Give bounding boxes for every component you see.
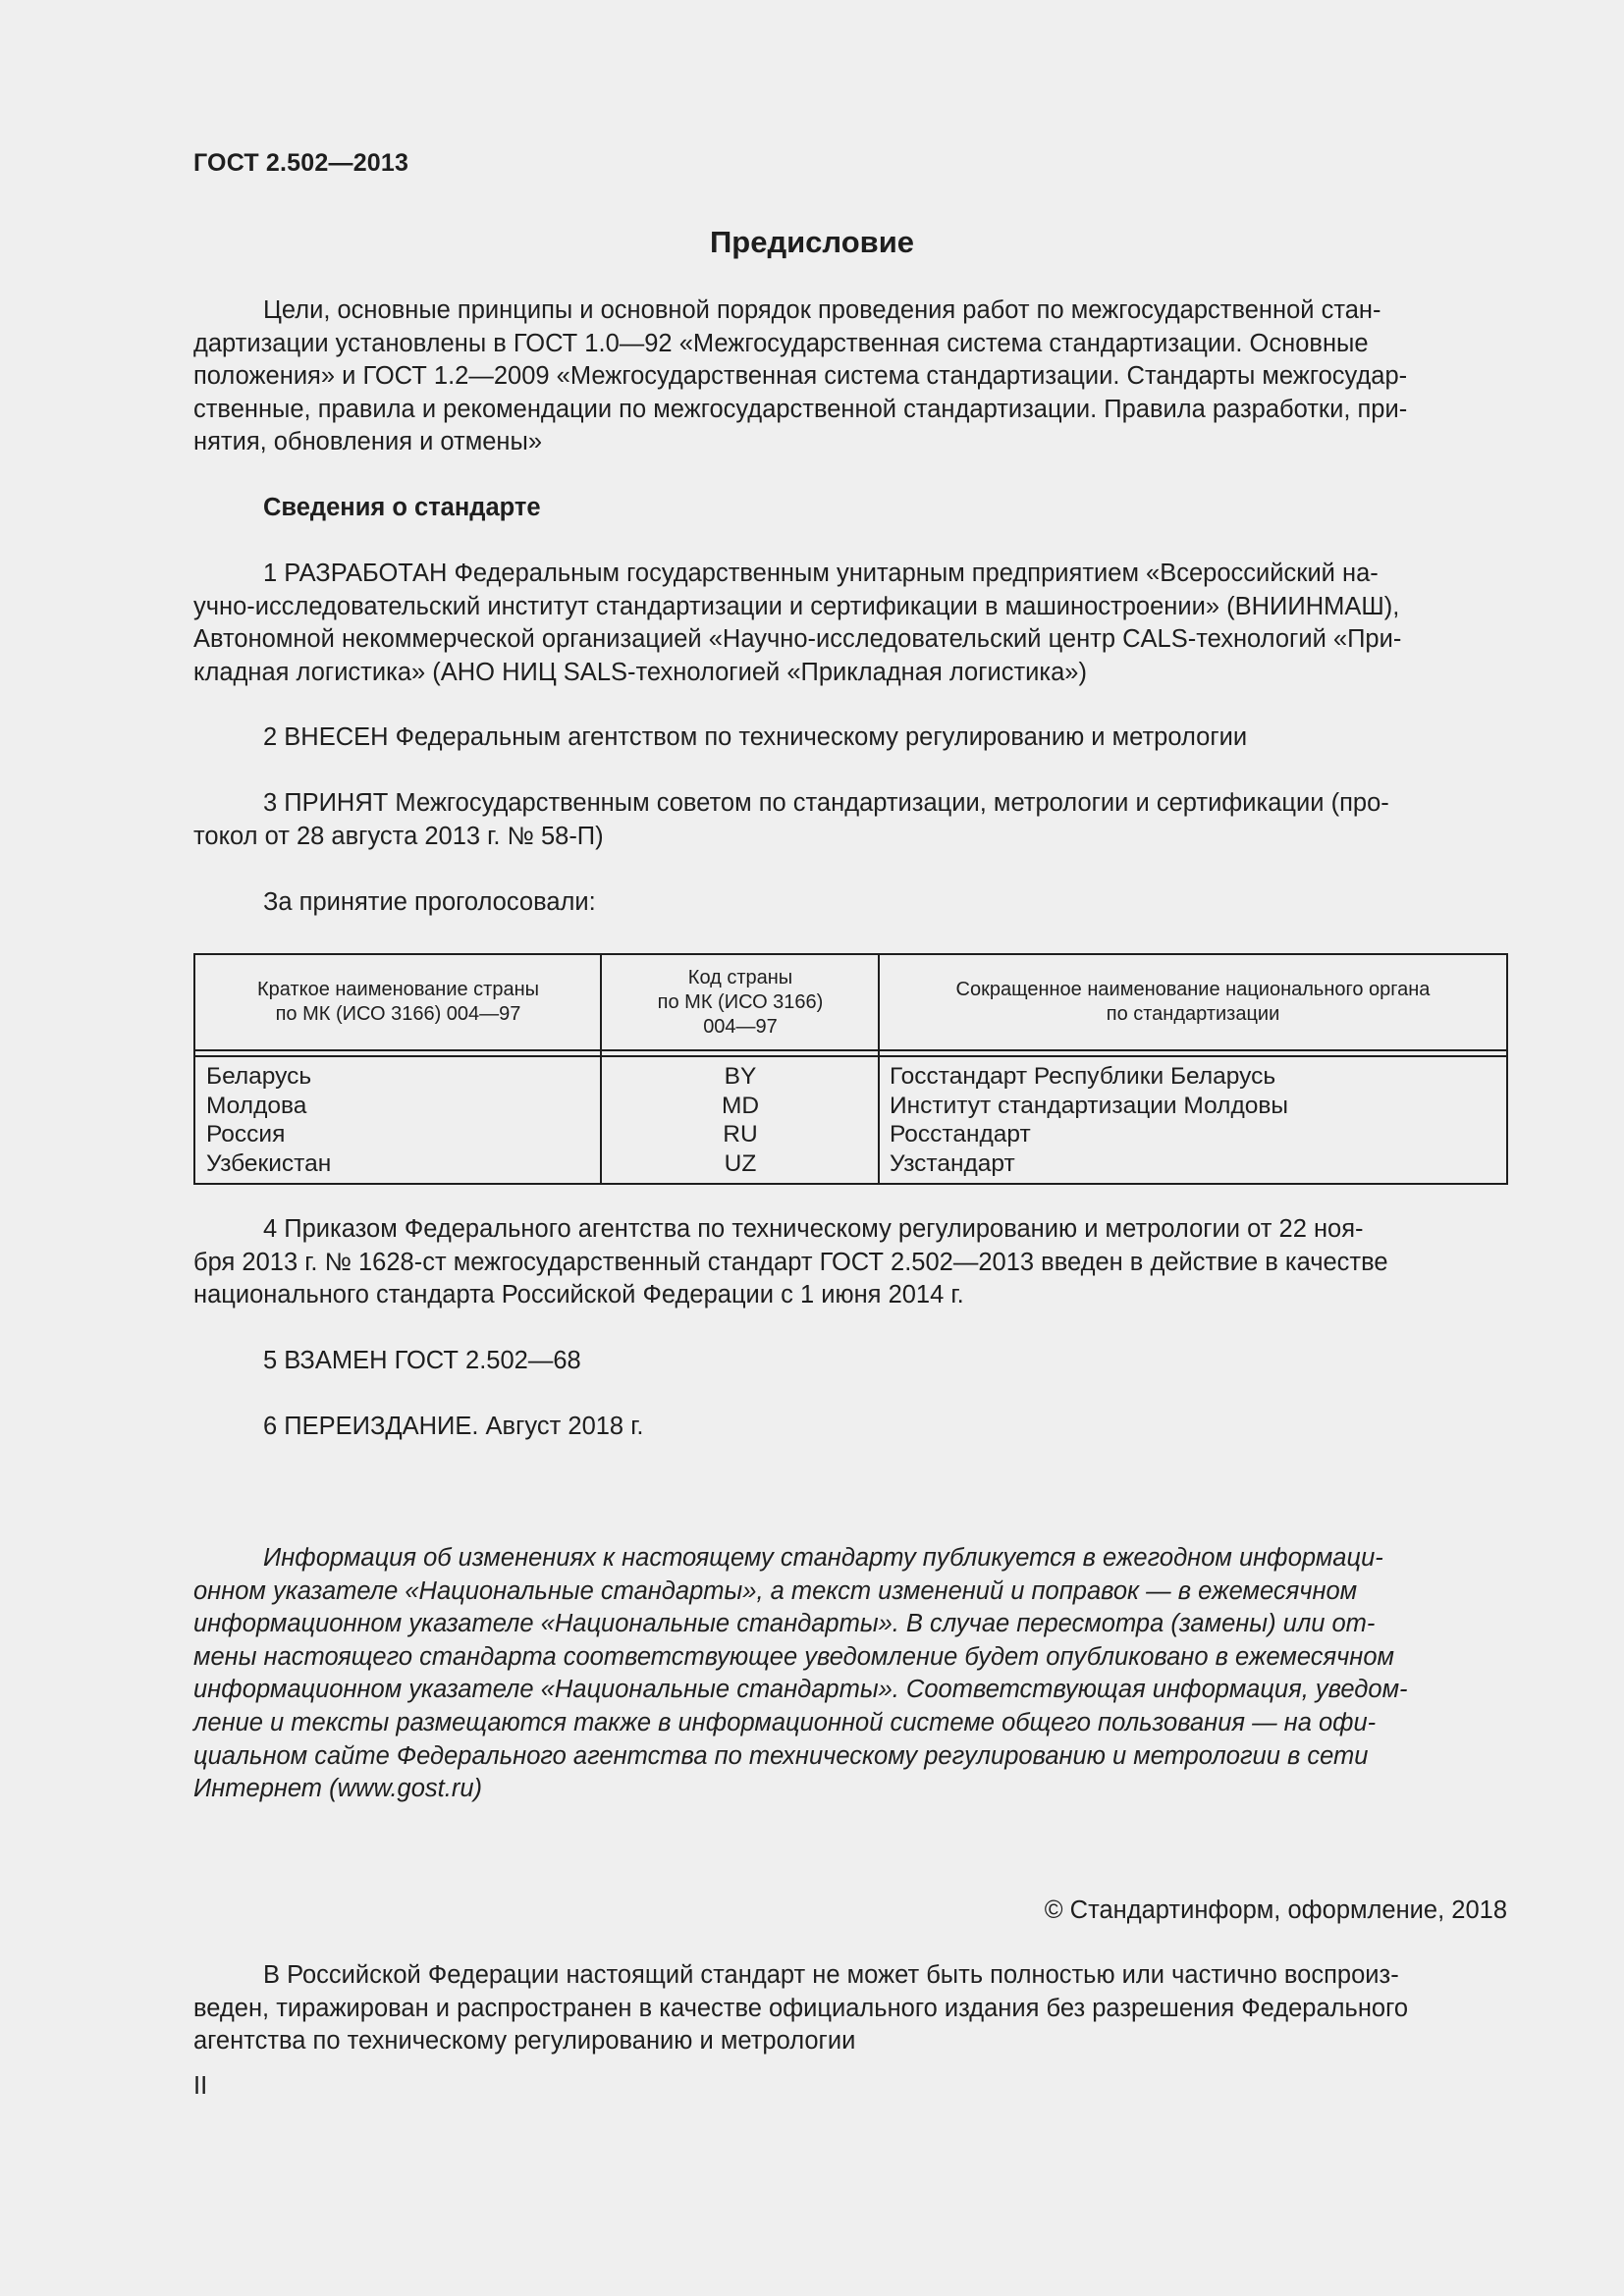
text-line: Цели, основные принципы и основной порядок проведения работ по межгосударственной стан- [263, 296, 1381, 324]
rights-notice-paragraph [193, 1959, 1507, 2058]
text-line: учно-исследовательский институт стандартизации и сертификации в машиностроении» (ВНИИНМАШ), [193, 592, 1400, 620]
item-5-replaces: 5 ВЗАМЕН ГОСТ 2.502—68 [263, 1347, 581, 1374]
table-cell-country: Молдова [206, 1092, 307, 1119]
table-header-country [195, 955, 601, 1049]
text-line: Автономной некоммерческой организацией «Научно-исследовательский центр CALS-технологий «При- [193, 625, 1402, 654]
text-line: дартизации установлены в ГОСТ 1.0—92 «Межгосударственная система стандартизации. Основные [193, 329, 1369, 357]
item-3-adopted [193, 787, 1507, 853]
text-line: 4 Приказом Федерального агентства по техническому регулированию и метрологии от 22 ноя- [263, 1215, 1364, 1243]
text-line: агентства по техническому регулированию и метрологии [193, 2027, 856, 2056]
table-header-code [602, 955, 879, 1049]
table-column-country [206, 1062, 331, 1178]
table-header-body [880, 955, 1506, 1049]
copyright-notice: © Стандартинформ, оформление, 2018 [1044, 1896, 1507, 1924]
item-6-reissue: 6 ПЕРЕИЗДАНИЕ. Август 2018 г. [263, 1413, 644, 1440]
table-cell-code: BY [724, 1063, 757, 1090]
text-line: нятия, обновления и отмены» [193, 428, 543, 456]
voted-label: За принятие проголосовали: [263, 888, 596, 916]
table-cell-code: MD [721, 1092, 760, 1119]
header-line: по стандартизации [1106, 1003, 1280, 1025]
text-line: национального стандарта Российской Федерации с 1 июня 2014 г. [193, 1281, 964, 1309]
header-line: 004—97 [703, 1015, 778, 1038]
text-line: Интернет (www.gost.ru) [193, 1775, 482, 1803]
header-line: Сокращенное наименование национального органа [955, 979, 1431, 1000]
text-line: ственные, правила и рекомендации по межгосударственной стандартизации. Правила разработки, при- [193, 395, 1408, 423]
text-line: онном указателе «Национальные стандарты», а текст изменений и поправок — в ежемесячном [193, 1576, 1358, 1605]
changes-info-paragraph [193, 1542, 1507, 1806]
text-line: циальном сайте Федерального агентства по техническому регулированию и метрологии в сети [193, 1741, 1369, 1770]
text-line: информационном указателе «Национальные стандарты». Соответствующая информация, уведом- [193, 1676, 1408, 1704]
table-cell-code: RU [723, 1121, 758, 1148]
text-line: ление и тексты размещаются также в информационной системе общего пользования — на офи- [193, 1708, 1377, 1736]
document-code: ГОСТ 2.502—2013 [193, 149, 409, 177]
table-cell-body: Институт стандартизации Молдовы [890, 1092, 1289, 1119]
text-line: токол от 28 августа 2013 г. № 58-П) [193, 822, 604, 850]
table-cell-code: UZ [724, 1149, 757, 1177]
table-column-body [890, 1062, 1288, 1178]
text-line: 3 ПРИНЯТ Межгосударственным советом по стандартизации, метрологии и сертификации (про- [263, 789, 1389, 817]
text-line: кладная логистика» (АНО НИЦ SALS-технологией «Прикладная логистика») [193, 658, 1087, 686]
text-line: мены настоящего стандарта соответствующее уведомление будет опубликовано в ежемесячном [193, 1642, 1394, 1671]
header-line: по МК (ИСО 3166) [657, 990, 824, 1013]
item-4-order [193, 1213, 1507, 1312]
table-header-divider [195, 1049, 1506, 1051]
section-heading: Сведения о стандарте [263, 494, 541, 521]
table-cell-body: Узстандарт [890, 1149, 1015, 1177]
table-cell-country: Россия [206, 1121, 286, 1148]
table-cell-country: Беларусь [206, 1063, 312, 1090]
page-title: Предисловие [709, 225, 914, 259]
text-line: бря 2013 г. № 1628-ст межгосударственный стандарт ГОСТ 2.502—2013 введен в действие в качестве [193, 1248, 1388, 1276]
text-line: информационном указателе «Национальные стандарты». В случае пересмотра (замены) или от- [193, 1610, 1376, 1638]
text-line: Информация об изменениях к настоящему стандарту публикуется в ежегодном информаци- [263, 1544, 1383, 1572]
header-line: Код страны [687, 966, 793, 988]
table-cell-country: Узбекистан [206, 1149, 332, 1177]
table-cell-body: Росстандарт [890, 1121, 1031, 1148]
text-line: положения» и ГОСТ 1.2—2009 «Межгосударственная система стандартизации. Стандарты межгосудар- [193, 362, 1408, 391]
item-1-developed [193, 558, 1507, 689]
text-line: 1 РАЗРАБОТАН Федеральным государственным унитарным предприятием «Всероссийский на- [263, 560, 1379, 587]
item-2-introduced: 2 ВНЕСЕН Федеральным агентством по техническому регулированию и метрологии [263, 723, 1248, 751]
table-header-divider [195, 1055, 1506, 1057]
intro-paragraph [193, 294, 1507, 459]
header-line: Краткое наименование страны [256, 979, 540, 1000]
table-column-code [602, 1062, 879, 1178]
vote-table [193, 953, 1508, 1185]
header-line: по МК (ИСО 3166) 004—97 [275, 1003, 521, 1025]
text-line: В Российской Федерации настоящий стандарт не может быть полностью или частично воспроиз- [263, 1961, 1399, 1989]
page-number: II [193, 2072, 208, 2100]
text-line: веден, тиражирован и распространен в качестве официального издания без разрешения Федерального [193, 1994, 1409, 2022]
table-cell-body: Госстандарт Республики Беларусь [890, 1063, 1276, 1090]
